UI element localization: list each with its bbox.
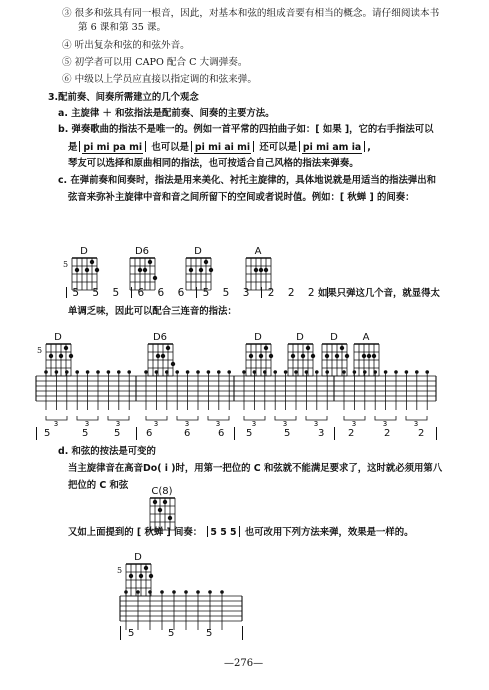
chord-name: D — [194, 246, 202, 257]
measure-bar — [120, 626, 121, 640]
list-item-5: ⑤ 初学者可以用 CAPO 配合 C 大调弹奏。 — [62, 57, 248, 68]
chord-name: D — [254, 332, 262, 343]
ex1-note: 6 — [177, 287, 185, 299]
ex2-note: 2 — [418, 428, 425, 439]
ex2-note: 5 — [44, 428, 51, 439]
list-item-3: ③ 很多和弦具有同一根音，因此，对基本和弦的组成音要有相当的概念。请仔细阅读本书 — [62, 8, 440, 19]
chord-name: A — [254, 246, 262, 257]
ex2-note: 5 — [284, 428, 291, 439]
chord-name: D — [54, 332, 62, 343]
melody-note — [160, 590, 164, 594]
section-3b-line1: b. 弹奏歌曲的指法不是唯一的。例如一首平常的四拍曲子如：[ 如果 ]，它的右手指法可以 — [58, 124, 434, 135]
ex2-note: 2 — [384, 428, 391, 439]
melody-note — [196, 590, 200, 594]
fret-number: 5 — [37, 346, 43, 355]
pattern-3: pi mi am ia — [302, 142, 362, 153]
b-line2-mid2: 还可以是 — [259, 142, 297, 153]
chord-name: D6 — [134, 246, 150, 257]
melody-note — [148, 590, 152, 594]
ex1-note: 5 — [92, 287, 100, 299]
melody-note — [184, 590, 188, 594]
triplet-label: 3 — [184, 420, 190, 428]
d-line3-pre: 又如上面提到的 [ 秋蝉 ] 间奏： — [68, 527, 203, 538]
chord-name: D6 — [152, 332, 168, 343]
b-line2-mid1: 也可以是 — [151, 142, 189, 153]
triplet-label: 3 — [313, 420, 319, 428]
triplet-label: 3 — [351, 420, 357, 428]
section-d-line1: 当主旋律音在高音Do( i )时，用第一把位的 C 和弦就不能满足要求了，这时就必须用第八 — [68, 463, 443, 474]
ex2-note: 3 — [318, 428, 325, 439]
d-line3-post: 也可改用下列方法来弹，效果是一样的。 — [244, 527, 414, 538]
chord-name: C(8) — [151, 486, 173, 497]
measure-bar — [242, 626, 243, 640]
page-number: —276— — [224, 658, 264, 669]
chord-name: D — [330, 332, 338, 343]
ex3-note: 5 — [168, 628, 175, 639]
triplet-label: 3 — [84, 420, 90, 428]
ex1-note: 5 — [202, 287, 210, 299]
melody-note — [136, 590, 140, 594]
section-3a: a. 主旋律 ＋ 和弦指法是配前奏、间奏的主要方法。 — [58, 108, 275, 119]
melody-note — [124, 590, 128, 594]
chord-name: D — [80, 246, 88, 257]
d-line3-notes: 5 5 5 — [210, 527, 237, 538]
list-item-3-cont: 第 6 课和第 35 课。 — [78, 22, 167, 33]
b-line2-pre: 是 — [68, 142, 78, 153]
section-3-heading: 3.配前奏、间奏所需建立的几个观念 — [48, 92, 199, 103]
example1-comment2: 单调乏味，因此可以配合三连音的指法： — [68, 306, 237, 317]
pattern-1: pi mi pa mi — [83, 142, 143, 153]
ex1-note: 2 — [267, 287, 275, 299]
list-item-4: ④ 听出复杂和弦的和弦外音。 — [62, 40, 190, 51]
list-item-6: ⑥ 中级以上学员应直接以指定调的和弦来弹。 — [62, 74, 257, 85]
triplet-label: 3 — [153, 420, 159, 428]
melody-note — [220, 590, 224, 594]
chord-name: D — [296, 332, 304, 343]
triplet-label: 3 — [53, 420, 59, 428]
fret-number: 5 — [117, 566, 123, 575]
ex1-note: 6 — [137, 287, 145, 299]
pattern-2: pi mi ai mi — [194, 142, 251, 153]
triplet-label: 3 — [115, 420, 121, 428]
triplet-label: 3 — [282, 420, 288, 428]
ex2-note: 6 — [146, 428, 153, 439]
ex2-note: 5 — [82, 428, 89, 439]
section-3c-line2: 弦音来弥补主旋律中音和音之间所留下的空间或者说时值。例如：[ 秋蝉 ] 的间奏： — [68, 192, 415, 203]
ex1-note: 2 — [307, 287, 315, 299]
ex1-note: 5 — [222, 287, 230, 299]
ex2-note: 6 — [184, 428, 191, 439]
ex2-note: 2 — [348, 428, 355, 439]
section-d-heading: d. 和弦的按法是可变的 — [58, 446, 156, 457]
section-d-line2: 把位的 C 和弦 — [68, 480, 129, 491]
triplet-label: 3 — [413, 420, 419, 428]
triplet-label: 3 — [382, 420, 388, 428]
ex2-note: 5 — [114, 428, 121, 439]
b-line2-end: , — [367, 142, 371, 153]
example1-comment: 如果只弹这几个音，就显得太 — [318, 288, 440, 299]
ex1-note: 6 — [157, 287, 165, 299]
ex2-note: 6 — [218, 428, 225, 439]
ex3-note: 5 — [128, 628, 135, 639]
ex2-note: 5 — [246, 428, 253, 439]
triplet-label: 3 — [215, 420, 221, 428]
section-3c-line1: c. 在弹前奏和间奏时，指法是用来美化、衬托主旋律的，具体地说就是用适当的指法弹出和 — [58, 175, 437, 186]
melody-note — [208, 590, 212, 594]
chord-name: A — [362, 332, 370, 343]
melody-note — [172, 590, 176, 594]
fret-number: 5 — [63, 260, 69, 269]
ex1-note: 2 — [287, 287, 295, 299]
triplet-label: 3 — [251, 420, 257, 428]
ex1-note: 3 — [242, 287, 250, 299]
ex3-note: 5 — [206, 628, 213, 639]
ex1-note: 5 — [72, 287, 80, 299]
chord-name: D — [134, 552, 142, 563]
ex1-note: 5 — [112, 287, 120, 299]
section-3b-line3: 琴友可以选择和原曲相同的指法，也可按适合自己风格的指法来弹奏。 — [68, 158, 359, 169]
